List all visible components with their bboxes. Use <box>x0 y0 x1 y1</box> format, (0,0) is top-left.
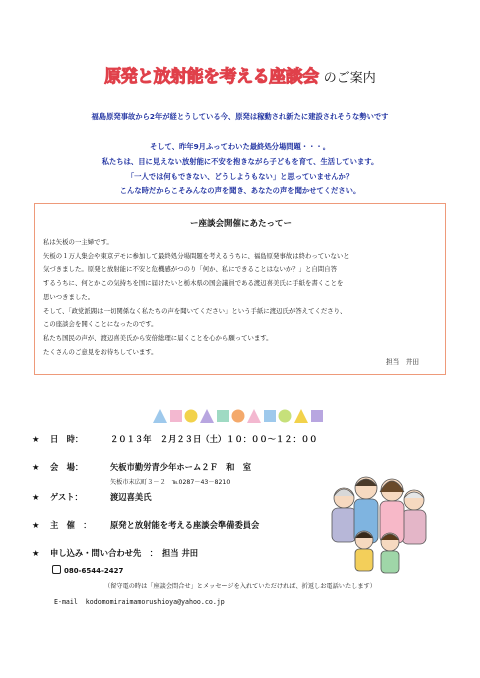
triangle-icon <box>153 409 167 423</box>
contact-row <box>32 547 198 559</box>
decorative-shapes <box>153 408 325 424</box>
star-icon: ★ <box>32 434 40 444</box>
circle-icon <box>279 410 292 423</box>
date-label: 日 時： <box>50 434 84 444</box>
box-line: たくさんのご意見をお待ちしています。 <box>43 347 158 356</box>
phone-icon <box>52 565 61 574</box>
box-line: 矢板の１万人集会や東京デモに参加して最終処分場問題を考えるうちに、福島原発事故は終わっていないと <box>43 251 350 260</box>
phone-note: （留守電の時は「座談会問合せ」とメッセージを入れていただければ、折返しお電話いたします） <box>104 583 376 590</box>
host-label: 主 催 ： <box>50 520 92 530</box>
email-label: E-mail <box>54 598 78 606</box>
box-signature: 担当 井田 <box>386 358 419 366</box>
box-line: するうちに、何とかこの気持ちを国に届けたいと栃木県の国会議員である渡辺喜美氏に手紙を書くことを <box>43 279 344 288</box>
venue-row <box>32 461 251 473</box>
square-icon <box>170 410 182 422</box>
box-body <box>43 236 439 359</box>
title-sub: のご案内 <box>323 71 376 86</box>
box-heading: ー座談会開催にあたってー <box>189 219 292 229</box>
intro-line-3: 私たちは、目に見えない放射能に不安を抱きながら子どもを育て、生活しています。 <box>101 157 379 166</box>
email-address[interactable]: kodomomiraimamorushioya@yahoo.co.jp <box>85 598 225 606</box>
square-icon <box>311 410 323 422</box>
triangle-icon <box>294 409 308 423</box>
triangle-icon <box>247 409 261 423</box>
host-row <box>32 519 259 531</box>
intro-line-2: そして、昨年9月ふってわいた最終処分場問題・・・。 <box>149 142 331 151</box>
triangle-icon <box>200 409 214 423</box>
date-row <box>32 433 317 445</box>
box-line: 私たち国民の声が、渡辺喜美氏から安倍総理に届くことを心から願っています。 <box>43 333 273 342</box>
square-icon <box>264 410 276 422</box>
circle-icon <box>232 410 245 423</box>
star-icon: ★ <box>32 462 40 472</box>
box-line: そして、「政党派閥は一切関係なく私たちの声を聞いてください」という手紙に渡辺氏が答えてくださり、 <box>43 306 347 315</box>
intro-line-1: 福島原発事故から2年が経とうしている今、原発は稼動され新たに建設されそうな勢いです <box>91 112 389 121</box>
guest-label: ゲスト： <box>50 492 83 502</box>
venue-address: 矢板市末広町３－２ ℡0287－43－8210 <box>110 479 231 486</box>
phone-number: 080-6544-2427 <box>64 567 124 575</box>
intro-line-4: 「一人では何もできない、どうしようもない」と思っていませんか？ <box>126 172 354 181</box>
title-main: 原発と放射能を考える座談会 <box>104 67 319 87</box>
email-row <box>54 598 225 606</box>
intro-line-5: こんな時だからこそみんなの声を聞き、あなたの声を聞かせてください。 <box>119 186 361 195</box>
box-line: 気づきました。原発と放射能に不安と危機感がつのり「何か、私にできることはないか？」と自問自答 <box>43 265 337 274</box>
circle-icon <box>185 410 198 423</box>
box-line: 私は矢板の一主婦です。 <box>43 238 113 246</box>
venue-value: 矢板市勤労青少年ホーム２Ｆ 和 室 <box>110 462 252 472</box>
square-icon <box>217 410 229 422</box>
star-icon: ★ <box>32 520 40 530</box>
guest-row <box>32 491 152 503</box>
host-value: 原発と放射能を考える座談会準備委員会 <box>110 520 260 530</box>
guest-value: 渡辺喜美氏 <box>110 492 152 502</box>
date-value: ２０１３年 ２月２３日（土）１０：００～１２：００ <box>110 434 318 444</box>
phone-row <box>52 565 123 575</box>
star-icon: ★ <box>32 548 40 558</box>
star-icon: ★ <box>32 492 40 502</box>
box-line: この座談会を開くことになったのです。 <box>43 320 158 329</box>
contact-label: 申し込み・問い合わせ先 ： 担当 井田 <box>50 548 199 558</box>
venue-label: 会 場： <box>50 462 84 472</box>
box-line: 思いつきました。 <box>43 292 95 301</box>
page-title <box>0 62 480 87</box>
family-illustration <box>318 462 438 582</box>
message-box <box>34 203 446 375</box>
